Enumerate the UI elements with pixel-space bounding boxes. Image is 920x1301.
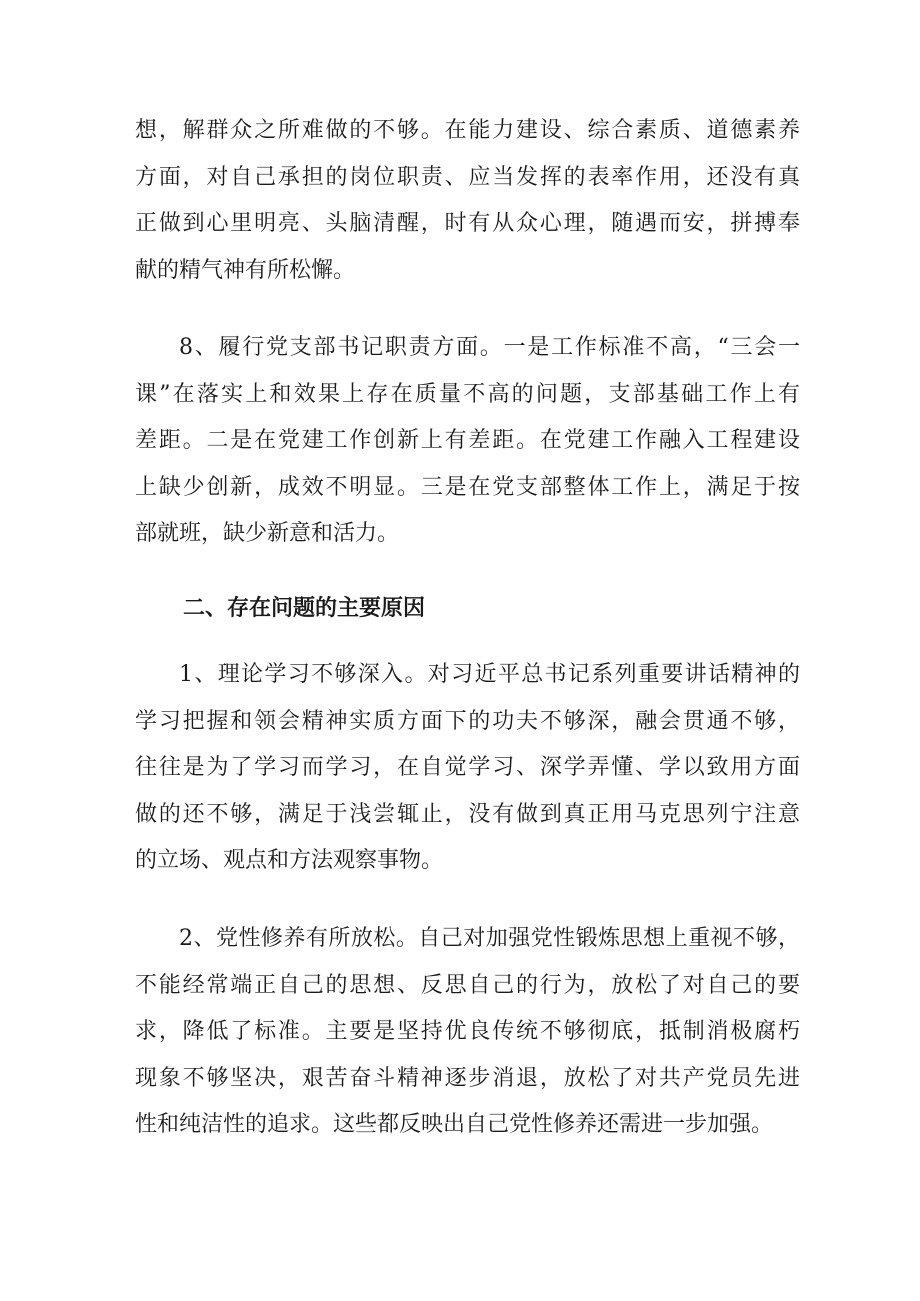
- section-heading: 二、存在问题的主要原因: [183, 596, 426, 621]
- paragraph-line: 的立场、观点和方法观察事物。: [135, 848, 444, 874]
- paragraph-line: 不能经常端正自己的思想、反思自己的行为，放松了对自己的要: [135, 972, 800, 998]
- paragraph-line: 方面，对自己承担的岗位职责、应当发挥的表率作用，还没有真: [135, 164, 800, 190]
- paragraph-3: [135, 652, 800, 885]
- paragraph-line: 8、履行党支部书记职责方面。一是工作标准不高，“三会一: [179, 335, 800, 360]
- paragraph-line: 想，解群众之所难做的不够。在能力建设、综合素质、道德素养: [135, 118, 800, 143]
- paragraph-4: [135, 916, 800, 1149]
- paragraph-2: [135, 325, 800, 558]
- paragraph-line: 2、党性修养有所放松。自己对加强党性锻炼思想上重视不够，: [179, 926, 800, 951]
- paragraph-line: 做的还不够，满足于浅尝辄止，没有做到真正用马克思列宁注意: [135, 801, 800, 827]
- paragraph-line: 求，降低了标准。主要是坚持优良传统不够彻底，抵制消极腐朽: [135, 1019, 800, 1045]
- paragraph-line: 1、理论学习不够深入。对习近平总书记系列重要讲话精神的: [179, 662, 800, 687]
- paragraph-line: 上缺少创新，成效不明显。三是在党支部整体工作上，满足于按: [135, 474, 800, 500]
- paragraph-line: 部就班，缺少新意和活力。: [135, 521, 400, 547]
- paragraph-line: 正做到心里明亮、头脑清醒，时有从众心理，随遇而安，拼搏奉: [135, 211, 800, 237]
- paragraph-line: 课”在落实上和效果上存在质量不高的问题，支部基础工作上有: [135, 381, 800, 407]
- paragraph-line: 现象不够坚决，艰苦奋斗精神逐步消退，放松了对共产党员先进: [135, 1065, 800, 1091]
- paragraph-line: 往往是为了学习而学习，在自觉学习、深学弄懂、学以致用方面: [135, 755, 800, 781]
- paragraph-line: 学习把握和领会精神实质方面下的功夫不够深，融会贯通不够，: [135, 708, 800, 734]
- paragraph-line: 差距。二是在党建工作创新上有差距。在党建工作融入工程建设: [135, 428, 800, 454]
- paragraph-line: 性和纯洁性的追求。这些都反映出自己党性修养还需进一步加强。: [135, 1112, 774, 1138]
- paragraph-1: [135, 108, 800, 294]
- paragraph-line: 献的精气神有所松懈。: [135, 257, 356, 283]
